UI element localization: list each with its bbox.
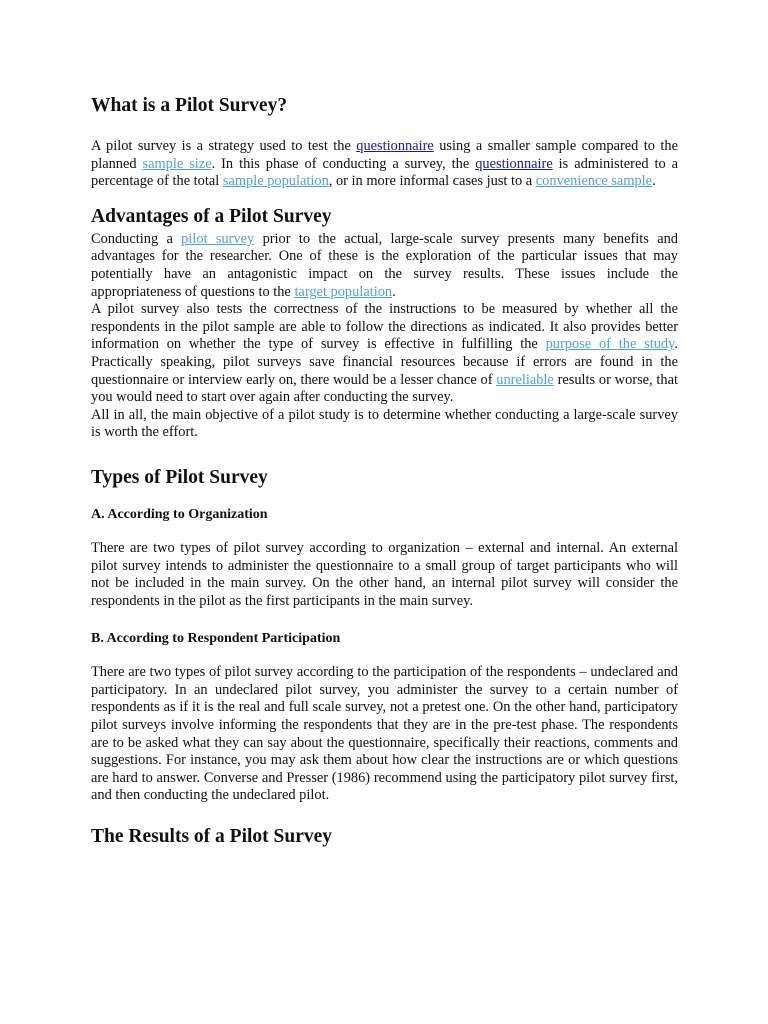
paragraph-what-is-pilot-survey (91, 138, 678, 191)
text-span: A pilot survey is a strategy used to test the (91, 138, 357, 154)
text-span: . In this phase of conducting a survey, the (211, 155, 476, 172)
heading-what-is-pilot-survey: What is a Pilot Survey? (91, 95, 288, 116)
paragraph-advantages-1 (91, 231, 678, 301)
text-span: . (652, 173, 656, 190)
link-questionnaire-2[interactable]: questionnaire (475, 155, 553, 172)
paragraph-advantages-2 (91, 301, 678, 407)
text-span: Conducting a (91, 230, 182, 247)
heading-advantages: Advantages of a Pilot Survey (91, 205, 332, 227)
link-convenience-sample[interactable]: convenience sample (535, 173, 653, 190)
subheading-according-to-organization: A. According to Organization (91, 506, 268, 522)
text-span: results or worse, that you would need to start over again after conducting the survey. (91, 371, 678, 406)
heading-results-of-pilot-survey: The Results of a Pilot Survey (91, 826, 333, 848)
link-unreliable[interactable]: unreliable (496, 371, 554, 388)
document-body (91, 94, 678, 849)
text-span: is administered to a percentage of the total (91, 155, 679, 190)
text-span: prior to the actual, large-scale survey presents many benefits and advantages for the researcher. One of these is the exploration of the particular issues that may potentially have an antagonistic impact on the survey results. These issues include the appropriateness of questions to the (91, 230, 678, 300)
text-span: , or in more informal cases just to a (328, 173, 536, 190)
link-sample-population[interactable]: sample population (222, 173, 329, 190)
paragraph-according-to-respondent-participation: There are two types of pilot survey according to the participation of the respondents – undeclared and participatory. In an undeclared pilot survey, you administer the survey to a certain number of respondents as if it is the real and full scale survey, not a pretest one. On the other hand, participatory pilot surveys involve informing the respondents that they are in the pre-test phase. The respondents are to be asked what they can say about the questionnaire, specifically their reactions, comments and suggestions. For instance, you may ask them about how clear the instructions are or which questions are hard to answer. Converse and Presser (1986) recommend using the participatory pilot survey first, and then conducting the undeclared pilot. (91, 664, 678, 804)
link-pilot-survey[interactable]: pilot survey (181, 230, 255, 247)
paragraph-according-to-organization: There are two types of pilot survey according to organization – external and internal. An external pilot survey intends to administer the questionnaire to a small group of target participants who will not be included in the main survey. On the other hand, an internal pilot survey will consider the respondents in the pilot as the first participants in the main survey. (91, 539, 678, 609)
text-span: using a smaller sample compared to the planned (91, 138, 678, 172)
subheading-according-to-respondent-participation: B. According to Respondent Participation (91, 631, 341, 647)
text-span: . Practically speaking, pilot surveys save financial resources because if errors are found in the questionnaire or interview early on, there would be a lesser chance of (91, 336, 678, 388)
heading-types-of-pilot-survey: Types of Pilot Survey (91, 466, 268, 488)
text-span: A pilot survey also tests the correctness of the instructions to be measured by whether all the respondents in the pilot sample are able to follow the directions as indicated. It also provides better information on whether the type of survey is effective in fulfilling the (91, 301, 678, 353)
text-span: . (392, 283, 396, 300)
link-questionnaire[interactable]: questionnaire (356, 138, 434, 154)
link-target-population[interactable]: target population (294, 283, 393, 300)
paragraph-advantages-3: All in all, the main objective of a pilot study is to determine whether conducting a large-scale survey is worth the effort. (91, 406, 678, 441)
link-purpose-of-the-study[interactable]: purpose of the study (545, 336, 675, 353)
link-sample-size[interactable]: sample size (142, 155, 212, 172)
